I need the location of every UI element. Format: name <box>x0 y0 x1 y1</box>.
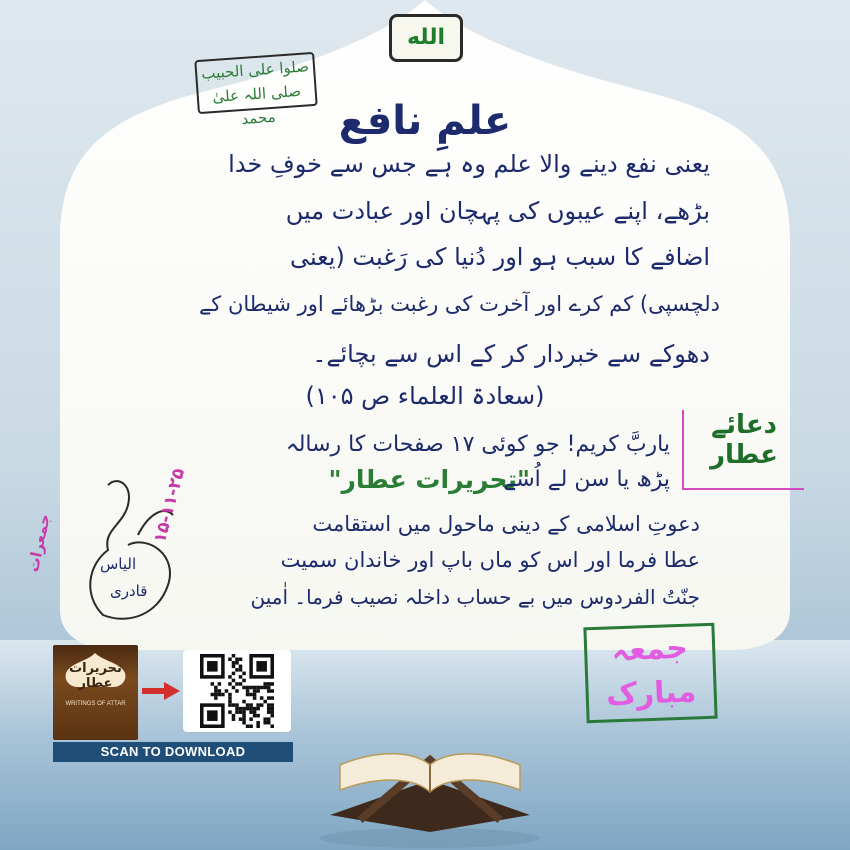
allah-text: الله <box>406 25 446 50</box>
body-line-2: بڑھے، اپنے عیبوں کی پہچان اور عبادت میں <box>285 197 710 225</box>
scan-to-download-button[interactable]: SCAN TO DOWNLOAD <box>53 742 293 762</box>
allah-box <box>389 14 463 62</box>
signature-name-1: الیاس <box>100 555 137 573</box>
jumua-mubarak-box <box>583 623 717 724</box>
dua-line-3: دعوتِ اسلامی کے دینی ماحول میں استقامت <box>312 512 700 536</box>
dua-attar-line-2: عطار <box>710 440 778 470</box>
dua-line-1: یاربَّ کریم! جو کوئی ۱۷ صفحات کا رسالہ <box>285 432 670 457</box>
qr-code-icon <box>195 654 279 728</box>
dua-attar-line-1: دعائے <box>711 410 777 440</box>
signature-day: جمعرات <box>24 512 54 574</box>
body-line-5: دھوکے سے خبردار کر کے اس سے بچائے۔ <box>312 340 710 368</box>
quran-stand-image <box>300 720 560 850</box>
book-subtitle: WRITINGS OF ATTAR <box>65 701 126 707</box>
jumua-line-2: مبارک <box>605 674 697 713</box>
book-title: تحریرات عطار <box>69 661 122 691</box>
dua-line-5: جنّتُ الفردوس میں بے حساب داخلہ نصیب فرما۔ اٰمین <box>250 585 700 609</box>
salat-line-2: صلی اللہ علیٰ محمد <box>211 81 302 129</box>
body-line-3: اضافے کا سبب ہو اور دُنیا کی رَغبت (یعنی <box>289 243 710 271</box>
jumua-line-1: جمعہ <box>610 630 689 669</box>
arrow-right-icon <box>142 682 180 700</box>
dua-line-2 <box>240 465 670 499</box>
dua-line-4: عطا فرما اور اس کو ماں باپ اور خاندان سمیت <box>280 548 700 572</box>
signature-date: ۱۵-۱۱-۲۵ <box>150 466 190 546</box>
quoted-book-name: "تحریرات عطار" <box>328 465 530 494</box>
body-reference: (سعادۃ العلماء ص ۱۰۵) <box>305 382 545 410</box>
dua-line-2-text: پڑھ یا سن لے اُسے <box>503 467 670 492</box>
page-title: علمِ نافع <box>338 98 512 144</box>
salat-line-1: صلوا علی الحبیب <box>200 57 310 83</box>
dua-attar-box <box>682 410 804 490</box>
body-line-1: یعنی نفع دینے والا علم وہ ہے جس سے خوفِ خدا <box>228 150 710 178</box>
qr-code-card[interactable] <box>183 650 291 732</box>
body-line-4: دلچسپی) کم کرے اور آخرت کی رغبت بڑھائے اور شیطان کے <box>198 292 720 316</box>
book-cover[interactable] <box>53 645 138 740</box>
signature-name-2: قادری <box>110 582 148 600</box>
